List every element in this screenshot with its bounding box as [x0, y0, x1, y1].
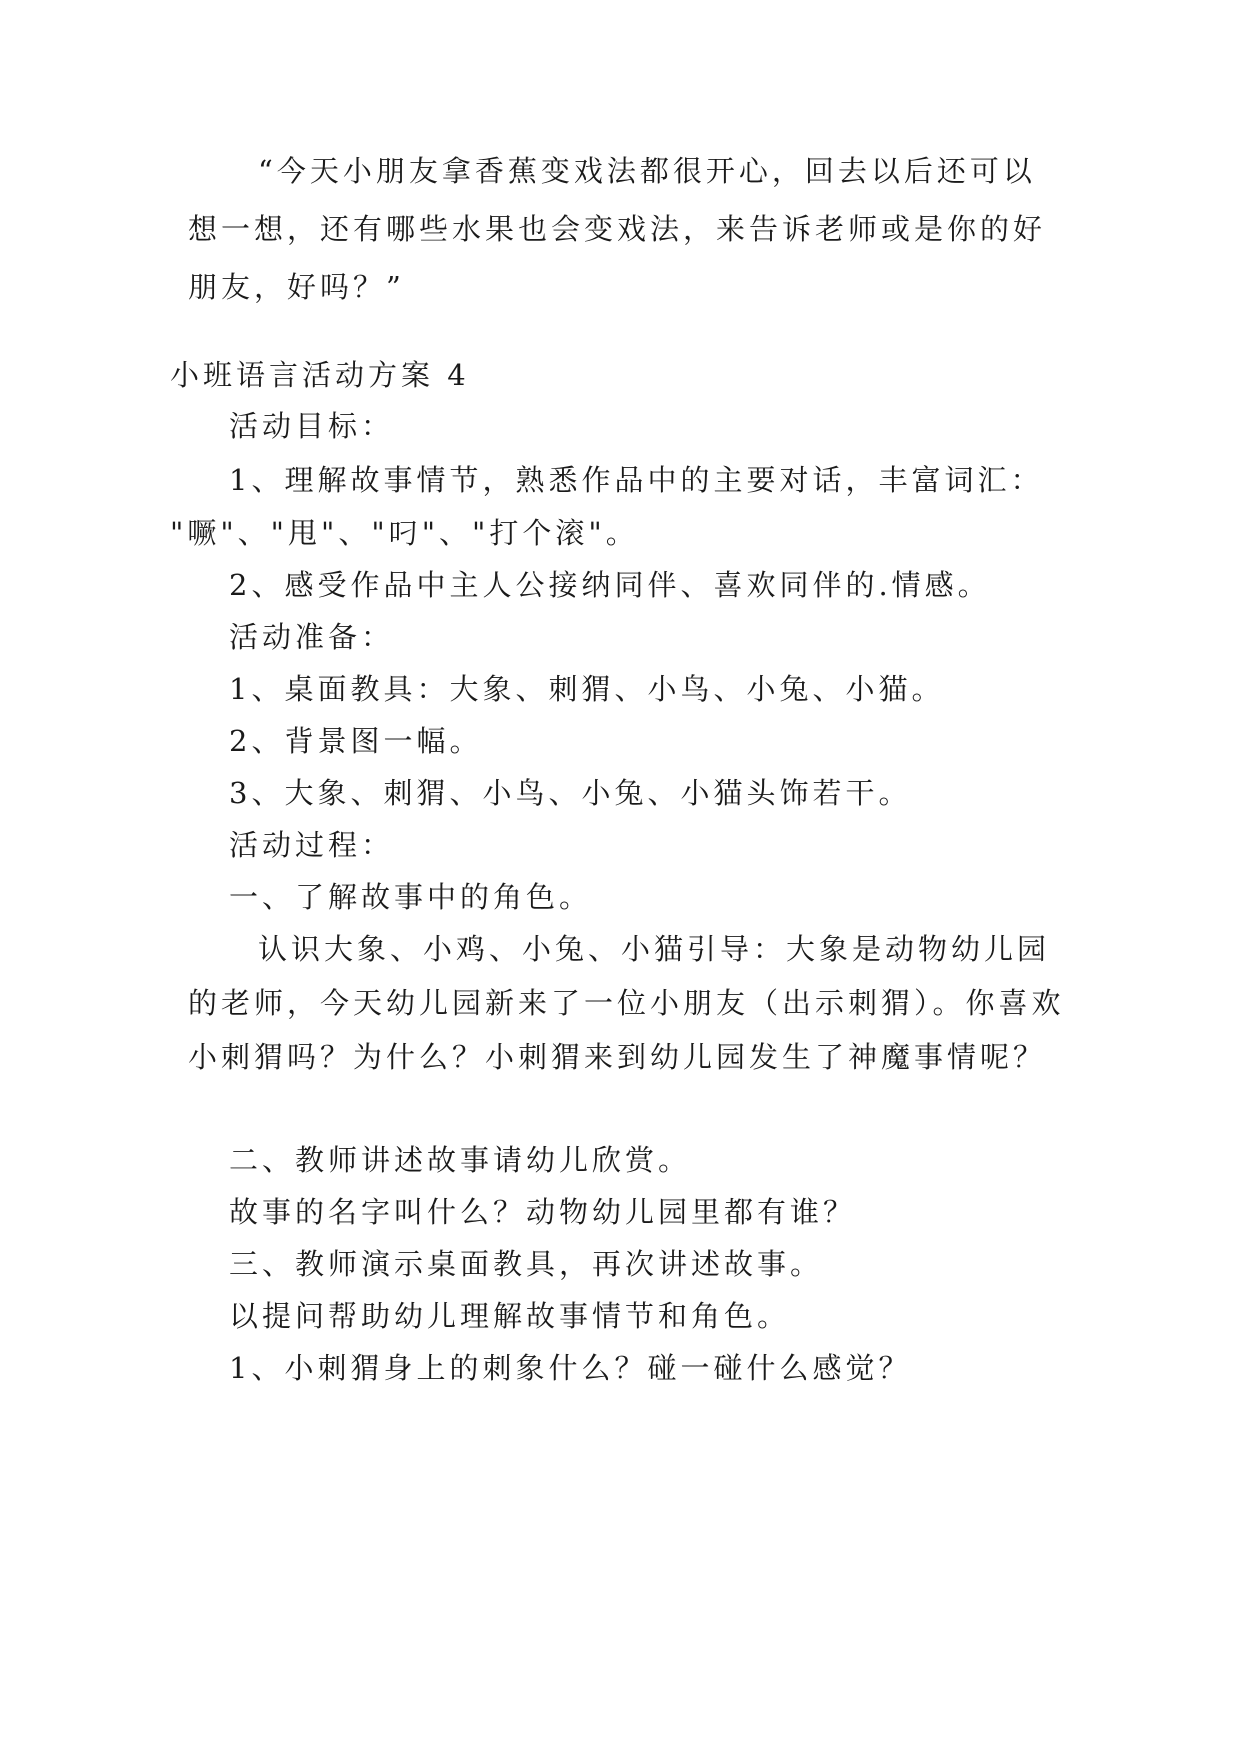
section-title: 小班语言活动方案 4 — [170, 358, 470, 392]
goal-1-line-1: 1、理解故事情节，熟悉作品中的主要对话，丰富词汇： — [229, 463, 1044, 497]
prep-heading: 活动准备： — [229, 620, 395, 654]
step-2-heading: 二、教师讲述故事请幼儿欣赏。 — [229, 1143, 692, 1177]
prep-item-3: 3、大象、刺猬、小鸟、小兔、小猫头饰若干。 — [229, 776, 912, 810]
step-1-paragraph: 认识大象、小鸡、小兔、小猫引导：大象是动物幼儿园的老师，今天幼儿园新来了一位小朋友（出示刺猬）。你喜欢小刺猬吗？为什么？小刺猬来到幼儿园发生了神魔事情呢？ — [188, 932, 1065, 1074]
prep-item-2: 2、背景图一幅。 — [229, 724, 483, 758]
closing-quote-paragraph: “今天小朋友拿香蕉变戏法都很开心，回去以后还可以想一想，还有哪些水果也会变戏法，来告诉老师或是你的好朋友，好吗？” — [188, 154, 1047, 304]
step-3-question-1: 1、小刺猬身上的刺象什么？碰一碰什么感觉？ — [229, 1351, 912, 1385]
process-heading: 活动过程： — [229, 828, 395, 862]
step-3-heading: 三、教师演示桌面教具，再次讲述故事。 — [229, 1247, 824, 1281]
goals-heading: 活动目标： — [229, 409, 395, 443]
goal-2: 2、感受作品中主人公接纳同伴、喜欢同伴的.情感。 — [229, 568, 991, 602]
step-3-paragraph: 以提问帮助幼儿理解故事情节和角色。 — [229, 1299, 791, 1333]
prep-item-1: 1、桌面教具：大象、刺猬、小鸟、小兔、小猫。 — [229, 672, 945, 706]
step-1-heading: 一、了解故事中的角色。 — [229, 880, 593, 914]
goal-1-line-2: "噘"、"甩"、"叼"、"打个滚"。 — [170, 516, 639, 550]
step-2-question: 故事的名字叫什么？动物幼儿园里都有谁？ — [229, 1195, 857, 1229]
